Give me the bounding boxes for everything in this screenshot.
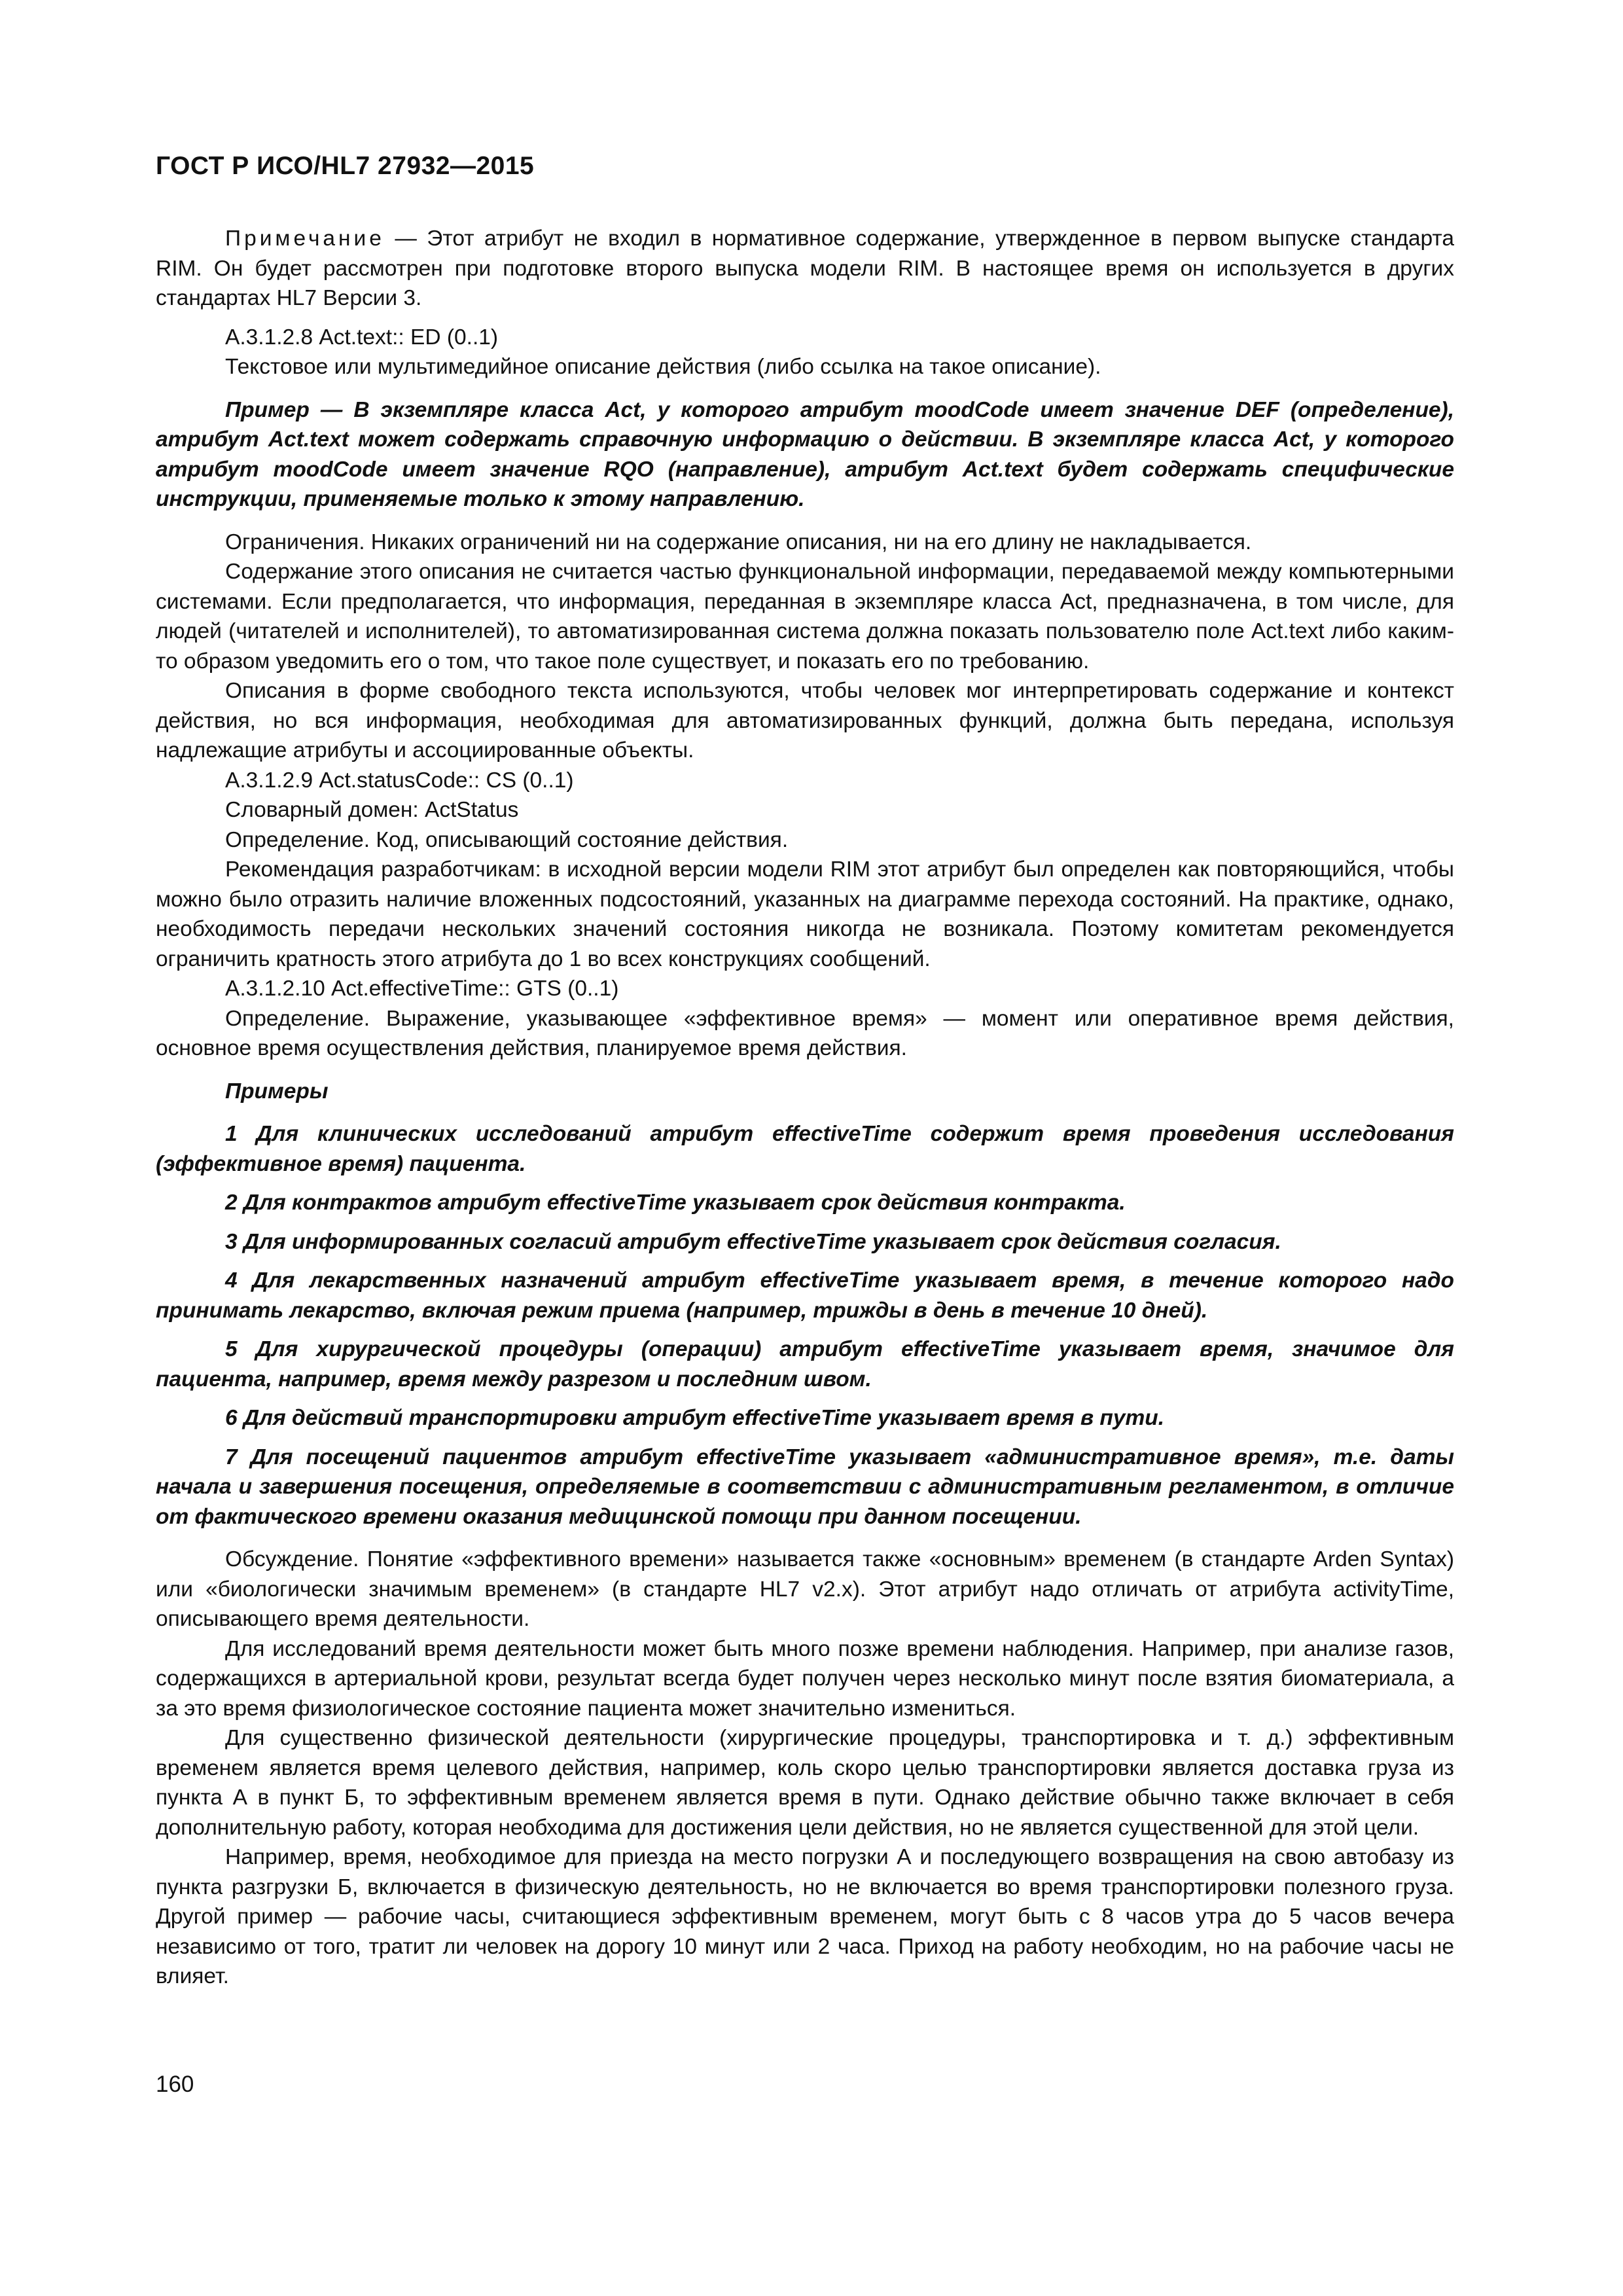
paragraph: Для существенно физической деятельности (хирургические процедуры, транспортировка и т. д.) эффективным временем является время целевого действия, например, коль скоро целью транспортировки является доставка груза из пункта А в пункт Б, то эффективным временем является время в пути. Однако действие обычно также включает в себя дополнительную работу, которая необходима для достижения цели действия, но не является существенной для этой цели. <box>156 1726 1454 1840</box>
paragraph: Определение. Выражение, указывающее «эффективное время» — момент или оперативное время действия, основное время осуществления действия, планируемое время действия. <box>156 1006 1454 1060</box>
paragraph: Например, время, необходимое для приезда на место погрузки А и последующего возвращения на свою автобазу из пункта разгрузки Б, включается в физическую деятельность, но не включается во время транспортировки полезного груза. Другой пример — рабочие часы, считающиеся эффективным временем, могут быть с 8 часов утра до 5 часов вечера независимо от того, тратит ли человек на дорогу 10 минут или 2 часа. Приход на работу необходим, но на рабочие часы не влияет. <box>156 1845 1454 1988</box>
note-label: Примечание <box>225 226 385 251</box>
example-item: 7 Для посещений пациентов атрибут effectiveTime указывает «административное время», т.е. даты начала и завершения посещения, определяемые в соответствии с административным регламентом, в отличие от фактического времени оказания медицинской помощи при данном посещении. <box>156 1444 1454 1529</box>
note-paragraph <box>156 224 1454 314</box>
document-header: ГОСТ Р ИСО/HL7 27932—2015 <box>156 152 535 180</box>
example-item: 3 Для информированных согласий атрибут effectiveTime указывает срок действия согласия. <box>225 1229 1281 1254</box>
paragraph: Рекомендация разработчикам: в исходной версии модели RIM этот атрибут был определен как повторяющийся, чтобы можно было отразить наличие вложенных подсостояний, указанных на диаграмме перехода состояний. На практике, однако, необходимость передачи нескольких значений состояния никогда не возникала. Поэтому комитетам рекомендуется ограничить кратность этого атрибута до 1 во всех конструкциях сообщений. <box>156 857 1454 971</box>
paragraph: Для исследований время деятельности может быть много позже времени наблюдения. Например, при анализе газов, содержащихся в артериальной крови, результат всегда будет получен через несколько минут после взятия биоматериала, а за это время физиологическое состояние пациента может значительно измениться. <box>156 1636 1454 1721</box>
note-text: — Этот атрибут не входил в нормативное содержание, утвержденное в первом выпуске стандарта RIM. Он будет рассмотрен при подготовке второго выпуска модели RIM. В настоящее время он используется в других стандартах HL7 Версии 3. <box>156 226 1454 310</box>
page-body <box>156 224 1454 1992</box>
example-paragraph: Пример — В экземпляре класса Act, у которого атрибут moodCode имеет значение DEF (определение), атрибут Act.text может содержать справочную информацию о действии. В экземпляре класса Act, у которого атрибут moodCode имеет значение RQO (направление), атрибут Act.text будет содержать специфические инструкции, применяемые только к этому направлению. <box>156 397 1454 511</box>
paragraph: Описания в форме свободного текста используются, чтобы человек мог интерпретировать содержание и контекст действия, но вся информация, необходимая для автоматизированных функций, должна быть передана, используя надлежащие атрибуты и ассоциированные объекты. <box>156 679 1454 762</box>
paragraph: Содержание этого описания не считается частью функциональной информации, передаваемой между компьютерными системами. Если предполагается, что информация, переданная в экземпляре класса Act, предназначена, в том числе, для людей (читателей и исполнителей), то автоматизированная система должна показать пользователю поле Act.text либо каким-то образом уведомить его о том, что такое поле существует, и показать его по требованию. <box>156 560 1454 673</box>
paragraph: Обсуждение. Понятие «эффективного времени» называется также «основным» временем (в стандарте Arden Syntax) или «биологически значимым временем» (в стандарте HL7 v2.x). Этот атрибут надо отличать от атрибута activityTime, описывающего время деятельности. <box>156 1547 1454 1631</box>
paragraph: Текстовое или мультимедийное описание действия (либо ссылка на такое описание). <box>225 355 1101 379</box>
section-heading-a312-10: А.3.1.2.10 Act.effectiveTime:: GTS (0..1) <box>225 977 619 1001</box>
example-item: 1 Для клинических исследований атрибут effectiveTime содержит время проведения исследования (эффективное время) пациента. <box>156 1122 1454 1176</box>
paragraph: Ограничения. Никаких ограничений ни на содержание описания, ни на его длину не накладывается. <box>225 529 1252 554</box>
paragraph: Словарный домен: ActStatus <box>225 798 519 822</box>
example-item: 5 Для хирургической процедуры (операции) атрибут effectiveTime указывает время, значимое для пациента, например, время между разрезом и последним швом. <box>156 1337 1454 1391</box>
example-item: 2 Для контрактов атрибут effectiveTime указывает срок действия контракта. <box>225 1191 1126 1215</box>
examples-heading: Примеры <box>225 1079 329 1103</box>
page-number: 160 <box>156 2072 194 2097</box>
example-item: 6 Для действий транспортировки атрибут effectiveTime указывает время в пути. <box>225 1406 1165 1430</box>
section-heading-a3128: А.3.1.2.8 Act.text:: ED (0..1) <box>225 325 499 350</box>
section-heading-a3129: А.3.1.2.9 Act.statusCode:: CS (0..1) <box>225 768 574 793</box>
paragraph: Определение. Код, описывающий состояние действия. <box>225 827 789 852</box>
example-item: 4 Для лекарственных назначений атрибут effectiveTime указывает время, в течение которого надо принимать лекарство, включая режим приема (например, трижды в день в течение 10 дней). <box>156 1268 1454 1323</box>
